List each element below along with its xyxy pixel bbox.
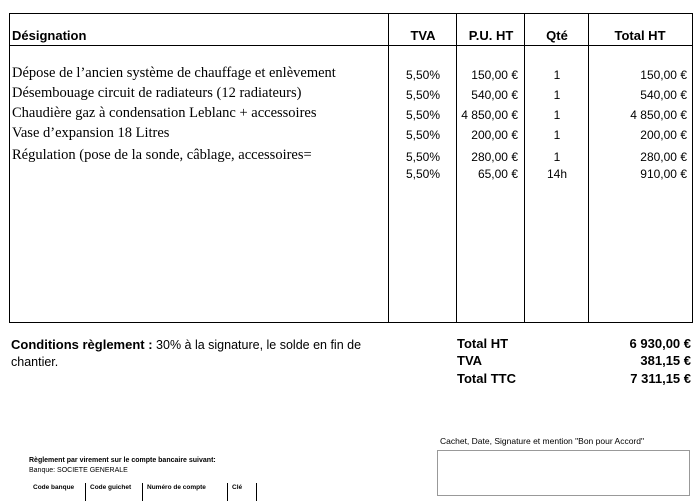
- row-pu-ht: 65,00 €: [477, 167, 518, 181]
- tva-value: 381,15 €: [640, 353, 691, 368]
- header-divider: [10, 45, 692, 46]
- invoice-table: [9, 13, 693, 323]
- bank-details: [29, 456, 216, 476]
- row-designation: Chaudière gaz à condensation Leblanc + accessoires: [12, 105, 317, 121]
- row-total-ht: 200,00 €: [640, 128, 687, 142]
- row-designation: Dépose de l’ancien système de chauffage et enlèvement: [12, 65, 336, 81]
- row-tva: 5,50%: [405, 108, 441, 122]
- row-tva: 5,50%: [405, 68, 441, 82]
- row-qte: 1: [553, 150, 561, 164]
- row-designation: Régulation (pose de la sonde, câblage, accessoires=: [12, 147, 312, 163]
- total-ht-label: Total HT: [457, 336, 509, 351]
- conditions-label: Conditions règlement :: [11, 337, 153, 352]
- payment-conditions: [11, 336, 366, 371]
- bank-col-numero-compte: Numéro de compte: [143, 483, 228, 501]
- row-pu-ht: 280,00 €: [471, 150, 518, 164]
- row-designation: Désembouage circuit de radiateurs (12 radiateurs): [12, 85, 302, 101]
- row-tva: 5,50%: [405, 128, 441, 142]
- column-divider: [456, 14, 457, 322]
- bank-col-cle: Clé: [228, 483, 257, 501]
- header-qte: Qté: [546, 28, 568, 43]
- row-qte: 1: [553, 88, 561, 102]
- row-pu-ht: 540,00 €: [471, 88, 518, 102]
- bank-col-code-guichet: Code guichet: [86, 483, 143, 501]
- header-total-ht: Total HT: [614, 28, 666, 43]
- total-ttc-label: Total TTC: [457, 371, 516, 386]
- bank-title: Règlement par virement sur le compte bancaire suivant:: [29, 457, 216, 464]
- signature-label: Cachet, Date, Signature et mention "Bon pour Accord": [440, 436, 645, 446]
- column-divider: [388, 14, 389, 322]
- column-divider: [524, 14, 525, 322]
- row-pu-ht: 200,00 €: [471, 128, 518, 142]
- signature-box[interactable]: [437, 450, 690, 496]
- row-qte: 1: [553, 108, 561, 122]
- row-tva: 5,50%: [405, 167, 441, 181]
- row-pu-ht: 4 850,00 €: [461, 108, 518, 122]
- bank-name: Banque: SOCIETE GENERALE: [29, 467, 128, 474]
- row-qte: 1: [553, 128, 561, 142]
- row-total-ht: 910,00 €: [640, 167, 687, 181]
- row-qte: 1: [553, 68, 561, 82]
- header-designation: Désignation: [12, 28, 87, 43]
- row-total-ht: 150,00 €: [640, 68, 687, 82]
- row-total-ht: 280,00 €: [640, 150, 687, 164]
- row-pu-ht: 150,00 €: [471, 68, 518, 82]
- row-tva: 5,50%: [405, 150, 441, 164]
- bank-col-code-banque: Code banque: [29, 483, 86, 501]
- row-total-ht: 4 850,00 €: [630, 108, 687, 122]
- row-total-ht: 540,00 €: [640, 88, 687, 102]
- row-tva: 5,50%: [405, 88, 441, 102]
- tva-label: TVA: [457, 353, 483, 368]
- column-divider: [588, 14, 589, 322]
- bank-account-table: [29, 483, 257, 501]
- row-qte: 14h: [546, 167, 568, 181]
- total-ttc-value: 7 311,15 €: [630, 371, 691, 386]
- row-designation: Vase d’expansion 18 Litres: [12, 125, 170, 141]
- conditions-text: 30% à la signature, le solde en fin de chantier.: [11, 338, 362, 369]
- header-tva: TVA: [410, 28, 436, 43]
- header-pu-ht: P.U. HT: [468, 28, 514, 43]
- total-ht-value: 6 930,00 €: [629, 336, 691, 351]
